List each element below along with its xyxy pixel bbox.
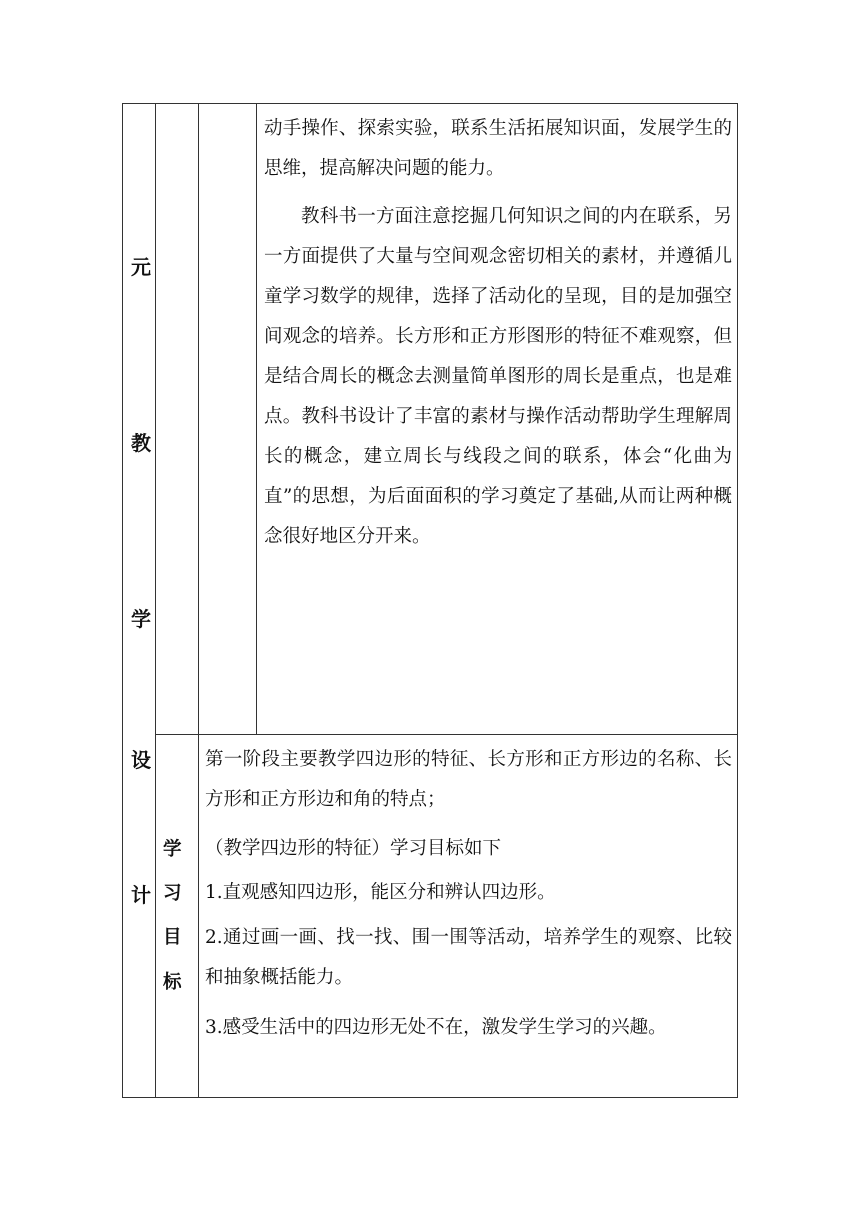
column-heading-char: 设: [131, 748, 151, 772]
objectives-label-char: 习: [163, 883, 182, 904]
objectives-label-char: 目: [163, 927, 182, 948]
row-divider: [155, 734, 738, 735]
objective-item-1: 1.直观感知四边形，能区分和辨认四边形。: [205, 882, 556, 903]
column-heading-char: 学: [131, 607, 151, 631]
column-divider-3: [256, 103, 257, 735]
table-right-border: [737, 103, 738, 1098]
column-divider-2: [198, 103, 199, 1098]
column-divider-1: [155, 103, 156, 1098]
objective-item-3: 3.感受生活中的四边形无处不在，激发学生学习的兴趣。: [205, 1017, 667, 1038]
analysis-paragraph-1: 动手操作、探索实验，联系生活拓展知识面，发展学生的思维，提高解决问题的能力。: [264, 118, 732, 179]
table-left-border: [122, 103, 123, 1098]
table-top-border: [122, 103, 738, 104]
objectives-label-char: 标: [163, 972, 182, 993]
objective-item-2: 2.通过画一画、找一找、围一围等活动，培养学生的观察、比较和抽象概括能力。: [205, 927, 732, 988]
objectives-label-char: 学: [163, 839, 182, 860]
objectives-intro: 第一阶段主要教学四边形的特征、长方形和正方形边的名称、长方形和正方形边和角的特点；: [205, 749, 732, 810]
column-heading-char: 计: [131, 883, 151, 907]
analysis-paragraph-2: 教科书一方面注意挖掘几何知识之间的内在联系，另一方面提供了大量与空间观念密切相关的素材，并遵循儿童学习数学的规律，选择了活动化的呈现，目的是加强空间观念的培养。长方形和正方形图形的特征不难观察，但是结合周长的概念去测量简单图形的周长是重点，也是难点。教科书设计了丰富的素材与操作活动帮助学生理解周长的概念，建立周长与线段之间的联系，体会“化曲为直”的思想，为后面面积的学习奠定了基础,从而让两种概念很好地区分开来。: [264, 206, 732, 547]
objectives-heading: （教学四边形的特征）学习目标如下: [205, 838, 502, 859]
column-heading-char: 元: [131, 255, 151, 279]
column-heading-char: 教: [131, 431, 151, 455]
table-bottom-border: [122, 1097, 738, 1098]
